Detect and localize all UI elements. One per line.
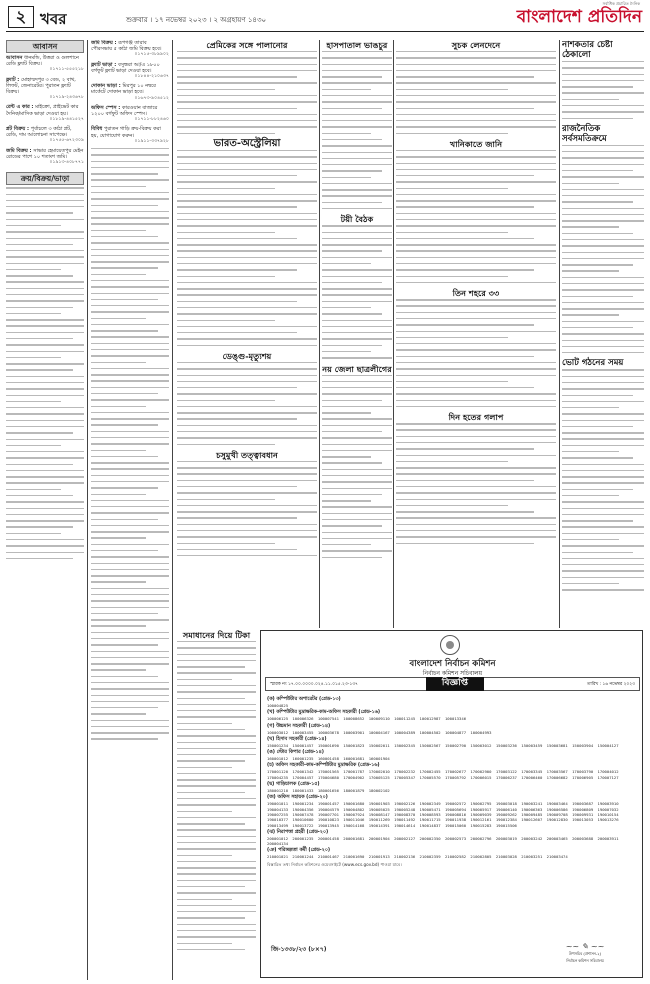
body-c4 — [396, 423, 556, 544]
roll-numbers: 100004825 — [267, 703, 289, 708]
body-b3 — [322, 375, 392, 559]
ad-phone: ০১৯১৩-৪০৮৭৭১ — [49, 160, 84, 166]
headline-a5: সমাধানের দিয়ে টিকা — [182, 630, 251, 640]
page-number: ২ — [8, 6, 34, 28]
column-f — [562, 40, 644, 630]
notice-section-heading: (গ) উচ্চমান সহকারী (গ্রেড-১৪) — [267, 723, 331, 729]
section-title: খবর — [40, 10, 67, 28]
classified-ad — [6, 55, 84, 74]
ad-body: মাইক্রো, প্রাইভেট কার দৈনিক/মাসিক ভাড়া দেওয়া হয়। — [6, 104, 79, 117]
classifieds-left — [6, 40, 84, 980]
ad-body: পুরাতন গাড়ি ক্রয়-বিক্রয় করা হয়, যোগাযোগ করুন। — [91, 126, 161, 139]
newspaper-logo: বাংলাদেশ প্রতিদিন — [516, 7, 642, 27]
ad-phone: ০১৭১১-৮৮২৪৬০ — [134, 117, 169, 123]
column-c — [177, 40, 317, 630]
body-c1 — [396, 51, 556, 134]
notice-section-heading: (ক) কম্পিউটার অপারেটর (গ্রেড-১৩) — [267, 697, 341, 702]
ad-title: আবাসন — [6, 55, 25, 61]
headline-d1: নাশকতার চেষ্টা ঠেকালো — [562, 40, 613, 60]
notice-section-heading: (ছ) গাড়িচালক (গ্রেড-১৫) — [267, 782, 320, 788]
signature-scribble-icon: ~~ ✎ ~~ — [565, 942, 605, 951]
ad-body: সাভার হেমায়েতপুর মেইন রোডের পাশে ১০ শতাংশ জমি। — [6, 147, 84, 160]
notice-dept: নির্বাচন কমিশন সচিবালয় — [422, 670, 483, 677]
headline-c2: খানিকাতে জানি — [449, 138, 503, 149]
body-c2 — [396, 150, 556, 283]
election-commission-notice — [260, 630, 643, 978]
headline-d2: রাজনৈতিক সর্বসমতিক্রমে — [562, 123, 607, 144]
classified-ad — [6, 126, 84, 145]
ad-body: বসুন্ধরা আ/এ ১৮০০ বর্গফুট ফ্ল্যাট ভাড়া দেওয়া হবে। — [91, 61, 160, 74]
classified-ad — [6, 104, 84, 123]
headline-c4: দিন হতের গলাপ — [448, 412, 504, 423]
notice-section-heading: (ঙ) স্টোর কিপার (গ্রেড-১৪) — [267, 750, 324, 756]
ad-title: দোকান ভাড়া : — [91, 83, 123, 90]
roll-numbers: 160001012 160001235 160001458 160001681 160001904 — [267, 756, 390, 762]
roll-numbers: 100006125 100006326 100007541 100008652 100009110 100011245 100012987 100013346 — [267, 716, 467, 722]
headline-d3: ভোট গঠনের সময় — [562, 358, 624, 369]
ads-filler — [6, 187, 84, 559]
ads-filler-mid — [91, 148, 169, 740]
notice-section-heading: (ঝ) নিরাপত্তা প্রহরী (গ্রেড-২০) — [267, 829, 329, 835]
roll-numbers: 200001012 200001235 200001458 200001681 200001904 200002127 200002350 200002573 200002796 200003019 200003242 200003465 200003688 200003911 200004134 — [267, 835, 619, 847]
logo-tagline: সর্বাধিক প্রচারিত দৈনিক — [602, 1, 640, 6]
body-b1 — [322, 51, 392, 209]
body-a2 — [177, 150, 317, 346]
body-c3 — [396, 299, 556, 407]
classified-ad — [91, 105, 169, 124]
body-a4 — [177, 461, 317, 557]
classified-ad — [91, 83, 169, 102]
notice-title: বিজ্ঞপ্তি — [426, 677, 484, 691]
body-d3 — [562, 369, 644, 590]
dateline: শুক্রবার । ১৭ নভেম্বর ২০২৩ । ২ অগ্রহায়ণ ১৪৩০ — [126, 16, 267, 24]
classified-ad — [91, 62, 169, 81]
headline-b2: টয়ী বৈঠক — [340, 214, 374, 225]
ad-title: জমি বিক্রয় : — [6, 147, 34, 154]
ad-phone: ০১৬৭৩-৯০৪৫১২ — [134, 95, 169, 101]
notice-section-heading: (খ) কম্পিউটার মুদ্রাক্ষরিক-কাম-অফিস সহকারী (গ্রেড-১৬) — [267, 710, 381, 716]
body-d1 — [562, 61, 644, 119]
classified-ad — [6, 148, 84, 167]
headline-a4: চসুমুখী তত্ত্বাবধান — [216, 449, 278, 460]
ad-title: ফ্ল্যাট ভাড়া : — [91, 61, 118, 68]
notice-section-heading: (ঘ) হিসাব সহকারী (গ্রেড-১৪) — [267, 736, 327, 742]
notice-section-heading: (জ) অফিস সহায়ক (গ্রেড-২০) — [267, 795, 328, 801]
ad-body: ধানমন্ডি, উত্তরা ও গুলশানে রেডি ফ্ল্যাট বিক্রয়। — [6, 55, 79, 68]
headline-b3: নয় জেলা ছাত্রলীগের — [322, 363, 392, 374]
notice-note: বিস্তারিত তথ্য নির্বাচন কমিশনের ওয়েবসাইটে (www.ecs.gov.bd) পাওয়া যাবে। — [267, 861, 402, 867]
classified-ad — [91, 126, 169, 145]
column-e — [396, 40, 556, 630]
body-b2 — [322, 225, 392, 358]
notice-section-heading: (চ) অফিস সহকারী-কাম-কম্পিউটার মুদ্রাক্ষরিক (গ্রেড-১৬) — [267, 763, 380, 769]
ad-phone: ০১৮১৯-৪৪১৫২৭ — [49, 116, 84, 122]
ad-body: পূর্বাচলে ৩ কাঠা প্লট, রেডি, দাম আলোচনা সাপেক্ষে। — [6, 126, 72, 139]
ad-phone: ০১৭১৫-৩৮৯৯০২ — [134, 52, 169, 58]
body-a3 — [177, 362, 317, 445]
body-d2 — [562, 145, 644, 354]
ad-title: রেন্ট এ কার : — [6, 104, 36, 111]
government-emblem-icon — [440, 635, 460, 655]
classified-ad — [6, 77, 84, 102]
ads-list-mid — [91, 40, 169, 145]
classified-ad — [91, 40, 169, 59]
ad-title: বিবিধ — [91, 126, 104, 133]
roll-numbers: 100003012 100003455 100003678 100003901 100004167 100004389 100004502 100004877 100004993 — [267, 729, 492, 735]
ad-title: অফিস স্পেস : — [91, 104, 123, 111]
notice-date: তারিখ : ১৬ নভেম্বর ২০২৩ — [587, 682, 635, 687]
headline-a3: ডেঙ্গু-মৃত্যুশয় — [222, 350, 272, 361]
headline-a1: প্রেমিকের সঙ্গে পালানোর — [206, 40, 288, 50]
roll-numbers: 170001120 170001342 170001565 170001787 170002010 170002232 170002455 170002677 170002900 170003122 170003345 170003567 170003790 170004012 170004235 170004457 170004680 170004902 170005125 170005347 170005570 170005792 170006015 170006237 170006460 170006682 170006905 170007127 — [267, 769, 619, 780]
sign-org: নির্বাচন কমিশন সচিবালয় — [566, 958, 604, 963]
ad-body: মোহাম্মদপুর ৩ বেড, ২ বাথ, লিফট, জেনারেটর। পুরাতন ফ্ল্যাট বিক্রয়। — [6, 76, 76, 96]
classifieds-mid — [91, 40, 169, 980]
roll-numbers: 180001210 180001433 180001656 180001879 180002102 — [267, 788, 390, 794]
classified-heading-2: ক্রয়/বিক্রয়/ভাড়া — [6, 172, 84, 185]
ad-phone: ০১৭১৯-২৪৩৬৭৮ — [49, 95, 84, 101]
ad-body: মিরপুর ১০ নম্বরে মার্কেটে দোকান ভাড়া হবে। — [91, 83, 156, 96]
notice-code: জি-১৩৩৮/২৩ (৮×৭) — [271, 946, 327, 953]
roll-numbers: 190001011 190001234 190001457 190001680 190001903 190002126 190002349 190002572 190002795 190003018 190003241 190003464 190003687 190003910 190004133 190004356 190004579 190004802 190005025 190005248 190005471 190005694 190005917 190006140 190006363 190006586 190006809 190007032 190007255 190007478 190007701 190007924 190008147 190008370 190008593 190008816 190009039 190009262 190009485 190009708 190009931 190010154 190010377 190010600 190010823 190011046 190011269 190011492 190011715 190011938 190012161 190012384 190012607 190012830 190013053 190013276 190013499 190013722 190013945 190014168 190014391 190014614 190014837 190015060 190015283 190015506 — [267, 801, 619, 828]
notice-section-heading: (ঞ) পরিচ্ছন্নতা কর্মী (গ্রেড-২০) — [267, 848, 331, 854]
ad-body: কারওয়ান বাজারে ১২০০ বর্গফুট অফিস স্পেস। — [91, 104, 158, 118]
ad-title: জমি বিক্রয় : — [91, 40, 119, 46]
notice-memo-bar — [265, 677, 640, 691]
headline-c3: তিন শহরে ৩৩ — [452, 288, 500, 299]
sign-role: উপসচিব (প্রশাসন-২) — [568, 951, 602, 956]
ad-phone: ০১৭৫৫-৬৭২৩০৯ — [49, 138, 84, 144]
ad-phone: ০১৮৪৪-২১০৬৩৭ — [134, 74, 169, 80]
ad-phone: ০১৯১১-৩৩৭৯২৮ — [134, 138, 169, 144]
roll-numbers: 210001021 210001244 210001467 210001690 210001913 210002136 210002359 210002582 210002805 210003028 210003251 210003474 — [267, 854, 568, 860]
column-c-lower — [177, 630, 256, 980]
column-d — [322, 40, 392, 630]
body-a5 — [177, 641, 256, 950]
roll-numbers: 150001234 150001457 150001690 150001823 150002011 150002345 150002567 150002790 150003012 150003236 150003459 150003681 150003904 150004127 — [267, 742, 619, 748]
notice-signature — [550, 942, 620, 965]
headline-c1: সুচক লেনদেনে — [451, 40, 501, 50]
notice-memo: স্মারক নং ১৭.০০.০০০০.০২৪.১১.০১৫.২৩-১৩৭ — [270, 682, 358, 687]
ad-title: ফ্ল্যাট : — [6, 76, 22, 83]
ad-title: প্লট বিক্রয় : — [6, 126, 31, 133]
ad-phone: ০১৭১১-৫৫৫২১৮ — [49, 67, 84, 73]
notice-org: বাংলাদেশ নির্বাচন কমিশন — [409, 659, 496, 669]
ad-body: রূপগঞ্জ তারাব পৌরসভায় ৫ কাঠা জমি বিক্রয় হবে। — [91, 40, 162, 53]
body-a1 — [177, 51, 317, 134]
classified-heading: আবাসন — [6, 40, 84, 53]
headline-b1: হাসপাতাল ভাঙচুর — [326, 40, 388, 50]
masthead — [6, 1, 644, 32]
ads-list-left — [6, 55, 84, 166]
notice-body — [267, 695, 638, 867]
headline-a2: ভারত-অস্ট্রেলিয়া — [213, 137, 281, 149]
